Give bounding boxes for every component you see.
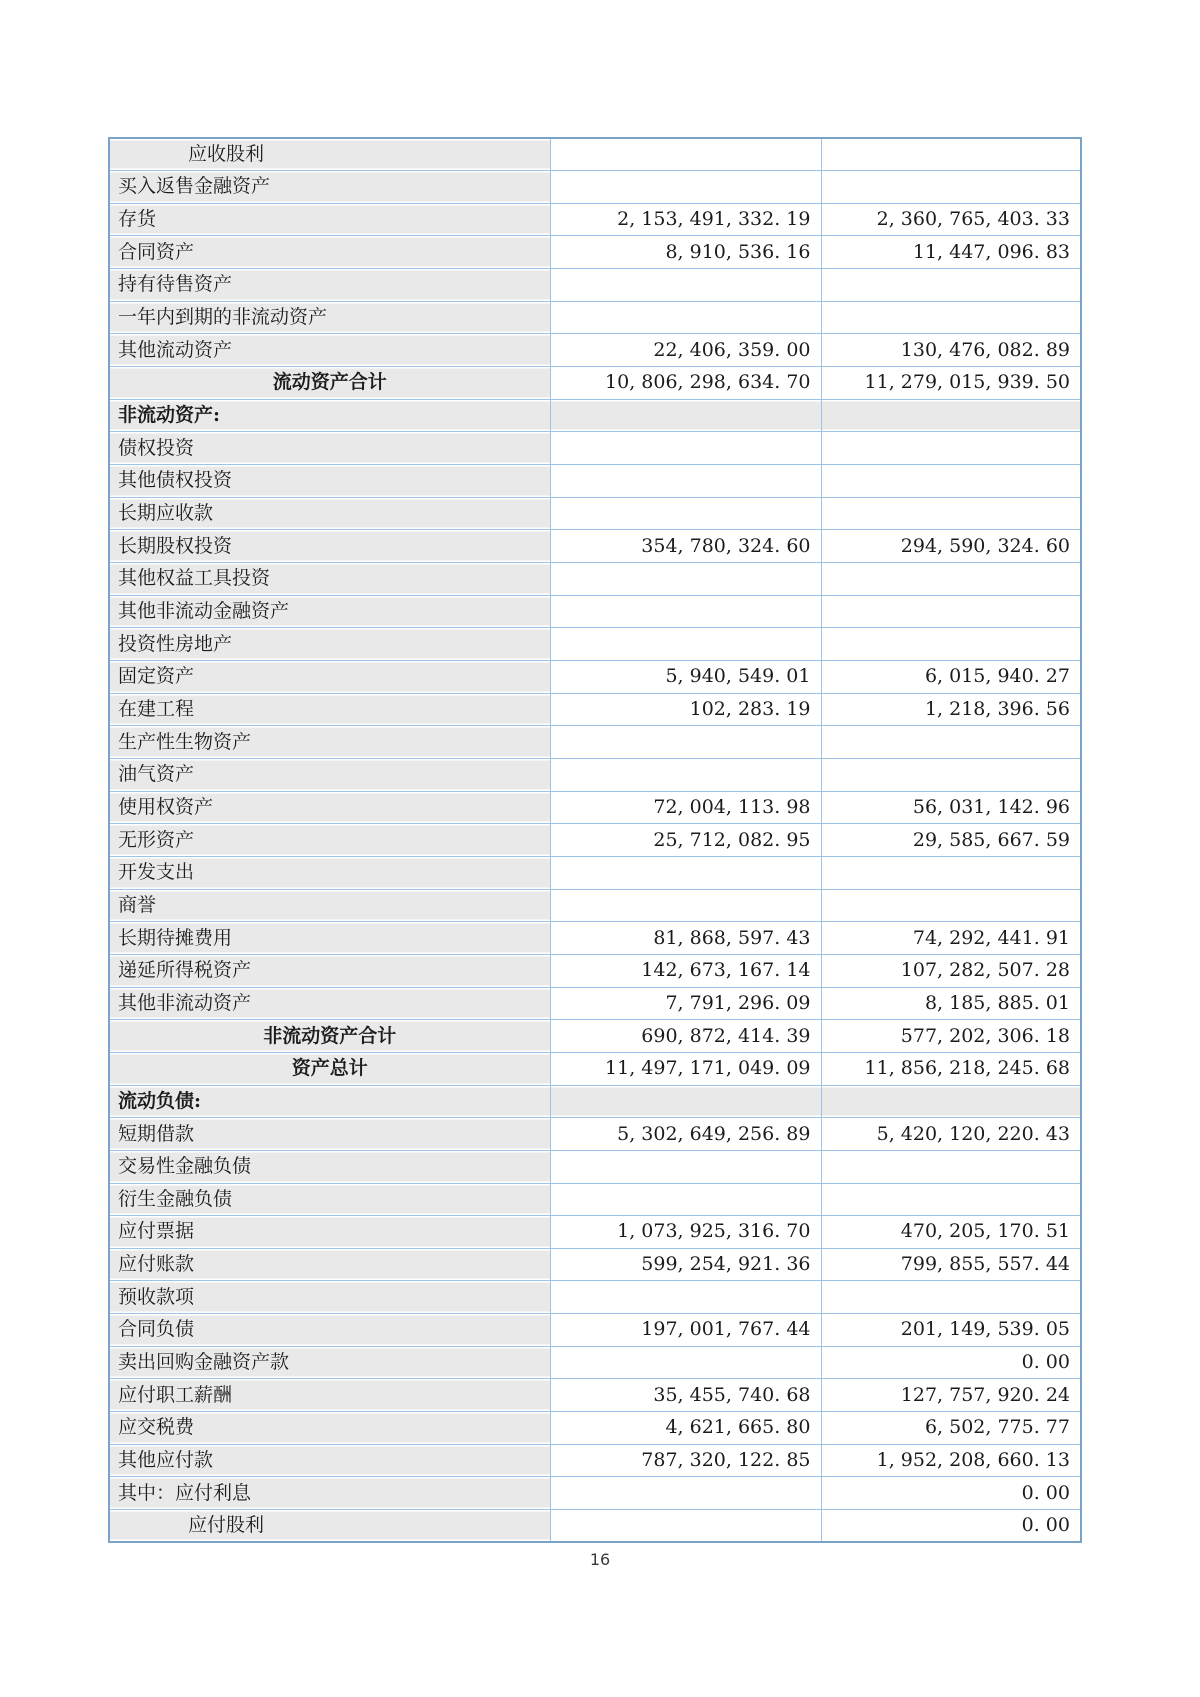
table-row	[109, 987, 1081, 1020]
prior-period-cell	[821, 1150, 1081, 1183]
table-row	[109, 661, 1081, 694]
row-label-cell: 使用权资产	[109, 791, 550, 824]
prior-period-cell: 6, 502, 775. 77	[821, 1412, 1081, 1445]
current-period-cell: 599, 254, 921. 36	[550, 1248, 821, 1281]
table-row	[109, 269, 1081, 302]
row-label-cell: 开发支出	[109, 856, 550, 889]
current-period-cell	[550, 171, 821, 204]
prior-period-cell: 0. 00	[821, 1346, 1081, 1379]
table-body	[109, 138, 1081, 1542]
row-label-cell: 投资性房地产	[109, 628, 550, 661]
current-period-cell: 690, 872, 414. 39	[550, 1020, 821, 1053]
balance-sheet-table	[108, 137, 1082, 1543]
table-row	[109, 399, 1081, 432]
table-row	[109, 530, 1081, 563]
row-label-cell: 长期股权投资	[109, 530, 550, 563]
table-row	[109, 1216, 1081, 1249]
current-period-cell: 22, 406, 359. 00	[550, 334, 821, 367]
row-label-cell: 其他非流动资产	[109, 987, 550, 1020]
current-period-cell: 11, 497, 171, 049. 09	[550, 1052, 821, 1085]
table-row	[109, 1085, 1081, 1118]
prior-period-cell: 6, 015, 940. 27	[821, 661, 1081, 694]
table-row	[109, 432, 1081, 465]
prior-period-cell	[821, 563, 1081, 596]
current-period-cell: 2, 153, 491, 332. 19	[550, 203, 821, 236]
row-label-cell: 应付账款	[109, 1248, 550, 1281]
row-label-cell: 一年内到期的非流动资产	[109, 301, 550, 334]
table-row	[109, 726, 1081, 759]
current-period-cell	[550, 1510, 821, 1543]
current-period-cell	[550, 432, 821, 465]
table-row	[109, 497, 1081, 530]
table-row	[109, 1020, 1081, 1053]
prior-period-cell: 11, 279, 015, 939. 50	[821, 367, 1081, 400]
row-label-cell: 油气资产	[109, 758, 550, 791]
prior-period-cell	[821, 1281, 1081, 1314]
row-label-cell: 存货	[109, 203, 550, 236]
table-row	[109, 465, 1081, 498]
table-row	[109, 1183, 1081, 1216]
current-period-cell: 5, 940, 549. 01	[550, 661, 821, 694]
prior-period-cell	[821, 889, 1081, 922]
current-period-cell	[550, 1346, 821, 1379]
row-label-cell: 预收款项	[109, 1281, 550, 1314]
table-row	[109, 693, 1081, 726]
current-period-cell	[550, 726, 821, 759]
current-period-cell	[550, 563, 821, 596]
current-period-cell	[550, 856, 821, 889]
table-row	[109, 1510, 1081, 1543]
row-label-cell: 应付股利	[109, 1510, 550, 1543]
current-period-cell: 197, 001, 767. 44	[550, 1314, 821, 1347]
current-period-cell: 1, 073, 925, 316. 70	[550, 1216, 821, 1249]
current-period-cell: 10, 806, 298, 634. 70	[550, 367, 821, 400]
current-period-cell	[550, 1477, 821, 1510]
row-label-cell: 生产性生物资产	[109, 726, 550, 759]
prior-period-cell	[821, 399, 1081, 432]
row-label-cell: 其他非流动金融资产	[109, 595, 550, 628]
row-label-cell: 长期待摊费用	[109, 922, 550, 955]
current-period-cell	[550, 595, 821, 628]
prior-period-cell	[821, 432, 1081, 465]
row-label-cell: 应付票据	[109, 1216, 550, 1249]
current-period-cell: 4, 621, 665. 80	[550, 1412, 821, 1445]
row-label-cell: 交易性金融负债	[109, 1150, 550, 1183]
prior-period-cell: 107, 282, 507. 28	[821, 954, 1081, 987]
current-period-cell	[550, 1150, 821, 1183]
current-period-cell: 142, 673, 167. 14	[550, 954, 821, 987]
prior-period-cell: 577, 202, 306. 18	[821, 1020, 1081, 1053]
current-period-cell: 25, 712, 082. 95	[550, 824, 821, 857]
current-period-cell	[550, 301, 821, 334]
page-number: 16	[589, 1550, 611, 1569]
prior-period-cell	[821, 856, 1081, 889]
table-row	[109, 922, 1081, 955]
prior-period-cell: 127, 757, 920. 24	[821, 1379, 1081, 1412]
table-row	[109, 1150, 1081, 1183]
prior-period-cell	[821, 726, 1081, 759]
table-row	[109, 367, 1081, 400]
current-period-cell: 7, 791, 296. 09	[550, 987, 821, 1020]
row-label-cell: 其他应付款	[109, 1444, 550, 1477]
prior-period-cell: 799, 855, 557. 44	[821, 1248, 1081, 1281]
prior-period-cell: 2, 360, 765, 403. 33	[821, 203, 1081, 236]
row-label-cell: 应付职工薪酬	[109, 1379, 550, 1412]
table-row	[109, 1346, 1081, 1379]
row-label-cell: 资产总计	[109, 1052, 550, 1085]
current-period-cell	[550, 269, 821, 302]
row-label-cell: 债权投资	[109, 432, 550, 465]
prior-period-cell: 74, 292, 441. 91	[821, 922, 1081, 955]
table-row	[109, 171, 1081, 204]
prior-period-cell: 8, 185, 885. 01	[821, 987, 1081, 1020]
row-label-cell: 买入返售金融资产	[109, 171, 550, 204]
prior-period-cell	[821, 758, 1081, 791]
row-label-cell: 商誉	[109, 889, 550, 922]
row-label-cell: 在建工程	[109, 693, 550, 726]
row-label-cell: 其他债权投资	[109, 465, 550, 498]
row-label-cell: 其他流动资产	[109, 334, 550, 367]
current-period-cell	[550, 399, 821, 432]
table-row	[109, 334, 1081, 367]
row-label-cell: 其他权益工具投资	[109, 563, 550, 596]
row-label-cell: 持有待售资产	[109, 269, 550, 302]
table-row	[109, 1444, 1081, 1477]
table-row	[109, 1412, 1081, 1445]
table-row	[109, 138, 1081, 171]
current-period-cell: 72, 004, 113. 98	[550, 791, 821, 824]
prior-period-cell	[821, 171, 1081, 204]
prior-period-cell	[821, 301, 1081, 334]
table-row	[109, 628, 1081, 661]
current-period-cell	[550, 1183, 821, 1216]
row-label-cell: 卖出回购金融资产款	[109, 1346, 550, 1379]
table-row	[109, 1248, 1081, 1281]
current-period-cell: 5, 302, 649, 256. 89	[550, 1118, 821, 1151]
table-row	[109, 824, 1081, 857]
prior-period-cell: 1, 218, 396. 56	[821, 693, 1081, 726]
current-period-cell: 35, 455, 740. 68	[550, 1379, 821, 1412]
row-label-cell: 流动资产合计	[109, 367, 550, 400]
prior-period-cell	[821, 465, 1081, 498]
current-period-cell	[550, 628, 821, 661]
table-row	[109, 758, 1081, 791]
prior-period-cell	[821, 1183, 1081, 1216]
prior-period-cell: 130, 476, 082. 89	[821, 334, 1081, 367]
prior-period-cell: 0. 00	[821, 1477, 1081, 1510]
prior-period-cell	[821, 628, 1081, 661]
row-label-cell: 非流动资产:	[109, 399, 550, 432]
current-period-cell: 354, 780, 324. 60	[550, 530, 821, 563]
row-label-cell: 衍生金融负债	[109, 1183, 550, 1216]
row-label-cell: 流动负债:	[109, 1085, 550, 1118]
row-label-cell: 应交税费	[109, 1412, 550, 1445]
prior-period-cell: 29, 585, 667. 59	[821, 824, 1081, 857]
current-period-cell	[550, 1085, 821, 1118]
prior-period-cell: 201, 149, 539. 05	[821, 1314, 1081, 1347]
row-label-cell: 长期应收款	[109, 497, 550, 530]
prior-period-cell	[821, 269, 1081, 302]
current-period-cell	[550, 889, 821, 922]
current-period-cell	[550, 138, 821, 171]
table-row	[109, 1052, 1081, 1085]
table-row	[109, 203, 1081, 236]
row-label-cell: 其中：应付利息	[109, 1477, 550, 1510]
table-row	[109, 236, 1081, 269]
current-period-cell	[550, 465, 821, 498]
row-label-cell: 递延所得税资产	[109, 954, 550, 987]
prior-period-cell: 56, 031, 142. 96	[821, 791, 1081, 824]
table-row	[109, 1118, 1081, 1151]
row-label-cell: 无形资产	[109, 824, 550, 857]
table-row	[109, 889, 1081, 922]
table-row	[109, 301, 1081, 334]
table-row	[109, 791, 1081, 824]
prior-period-cell: 5, 420, 120, 220. 43	[821, 1118, 1081, 1151]
current-period-cell: 102, 283. 19	[550, 693, 821, 726]
current-period-cell: 81, 868, 597. 43	[550, 922, 821, 955]
table-row	[109, 1314, 1081, 1347]
table-row	[109, 856, 1081, 889]
table-row	[109, 954, 1081, 987]
prior-period-cell: 294, 590, 324. 60	[821, 530, 1081, 563]
table-row	[109, 563, 1081, 596]
prior-period-cell: 11, 856, 218, 245. 68	[821, 1052, 1081, 1085]
prior-period-cell: 470, 205, 170. 51	[821, 1216, 1081, 1249]
current-period-cell: 787, 320, 122. 85	[550, 1444, 821, 1477]
table-row	[109, 1477, 1081, 1510]
table-row	[109, 1379, 1081, 1412]
prior-period-cell: 11, 447, 096. 83	[821, 236, 1081, 269]
row-label-cell: 非流动资产合计	[109, 1020, 550, 1053]
current-period-cell	[550, 497, 821, 530]
prior-period-cell	[821, 138, 1081, 171]
row-label-cell: 合同负债	[109, 1314, 550, 1347]
prior-period-cell	[821, 1085, 1081, 1118]
prior-period-cell: 1, 952, 208, 660. 13	[821, 1444, 1081, 1477]
row-label-cell: 固定资产	[109, 661, 550, 694]
row-label-cell: 应收股利	[109, 138, 550, 171]
table-row	[109, 1281, 1081, 1314]
table-row	[109, 595, 1081, 628]
current-period-cell: 8, 910, 536. 16	[550, 236, 821, 269]
row-label-cell: 合同资产	[109, 236, 550, 269]
prior-period-cell: 0. 00	[821, 1510, 1081, 1543]
prior-period-cell	[821, 595, 1081, 628]
prior-period-cell	[821, 497, 1081, 530]
current-period-cell	[550, 1281, 821, 1314]
row-label-cell: 短期借款	[109, 1118, 550, 1151]
current-period-cell	[550, 758, 821, 791]
